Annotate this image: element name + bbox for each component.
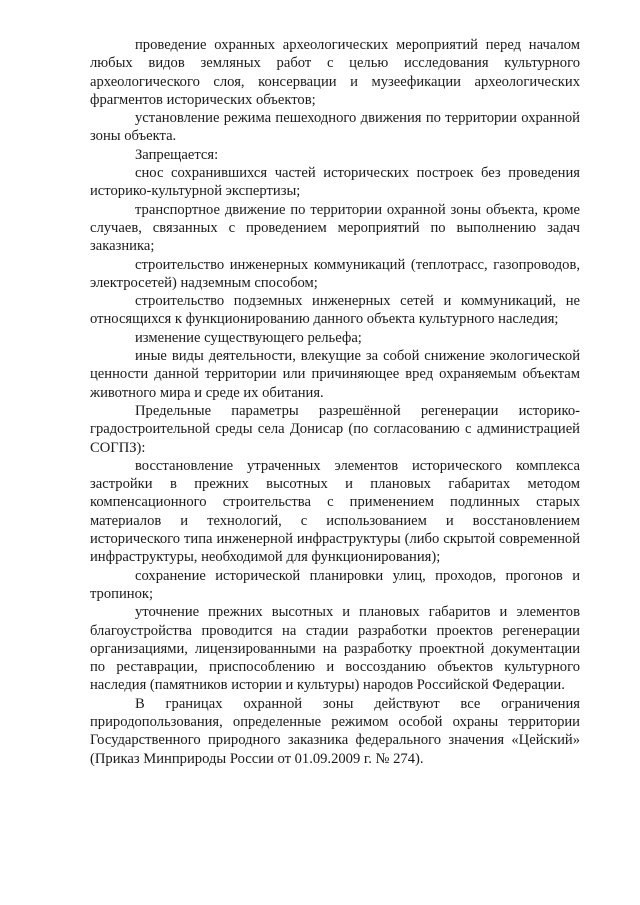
- paragraph: сохранение исторической планировки улиц, проходов, прогонов и тропинок;: [90, 567, 580, 602]
- paragraph: строительство подземных инженерных сетей и коммуникаций, не относящихся к функционированию данного объекта культурного наследия;: [90, 293, 580, 328]
- paragraph: уточнение прежних высотных и плановых габаритов и элементов благоустройства проводится на стадии разработки проектов регенерации организациями, лицензированными на разработку проектной документации по реставрации, приспособлению и воссозданию объектов культурного наследия (памятников истории и культуры) народов Российской Федерации.: [90, 604, 580, 694]
- paragraph: В границах охранной зоны действуют все ограничения природопользования, определенные режимом особой охраны территории Государственного природного заказника федерального значения «Цейский» (Приказ Минприроды России от 01.09.2009 г. № 274).: [90, 695, 580, 767]
- paragraph: изменение существующего рельефа;: [135, 329, 362, 346]
- paragraph: установление режима пешеходного движения по территории охранной зоны объекта.: [90, 110, 580, 145]
- paragraph: иные виды деятельности, влекущие за собой снижение экологической ценности данной территории или причиняющее вред охраняемым объектам животного мира и среде их обитания.: [90, 348, 580, 401]
- paragraph: строительство инженерных коммуникаций (теплотрасс, газопроводов, электросетей) надземным способом;: [90, 256, 580, 291]
- paragraph: транспортное движение по территории охранной зоны объекта, кроме случаев, связанных с проведением мероприятий по выполнению задач заказника;: [90, 201, 580, 255]
- paragraph: Предельные параметры разрешённой регенерации историко-градостроительной среды села Донисар (по согласованию с администрацией СОГПЗ):: [90, 402, 580, 456]
- paragraph: восстановление утраченных элементов исторического комплекса застройки в прежних высотных и плановых габаритах методом компенсационного строительства с применением подлинных старых материалов и технологий, с использованием и восстановлением исторического типа инженерной инфраструктуры (либо скрытой современной инфраструктуры, необходимой для функционирования);: [90, 457, 580, 566]
- paragraph: снос сохранившихся частей исторических построек без проведения историко-культурной экспертизы;: [90, 165, 580, 200]
- paragraph: проведение охранных археологических мероприятий перед началом любых видов земляных работ с целью исследования культурного археологического слоя, консервации и музеефикации археологических фрагментов исторических объектов;: [90, 37, 580, 108]
- paragraph: Запрещается:: [135, 146, 219, 163]
- document-body: [90, 36, 580, 768]
